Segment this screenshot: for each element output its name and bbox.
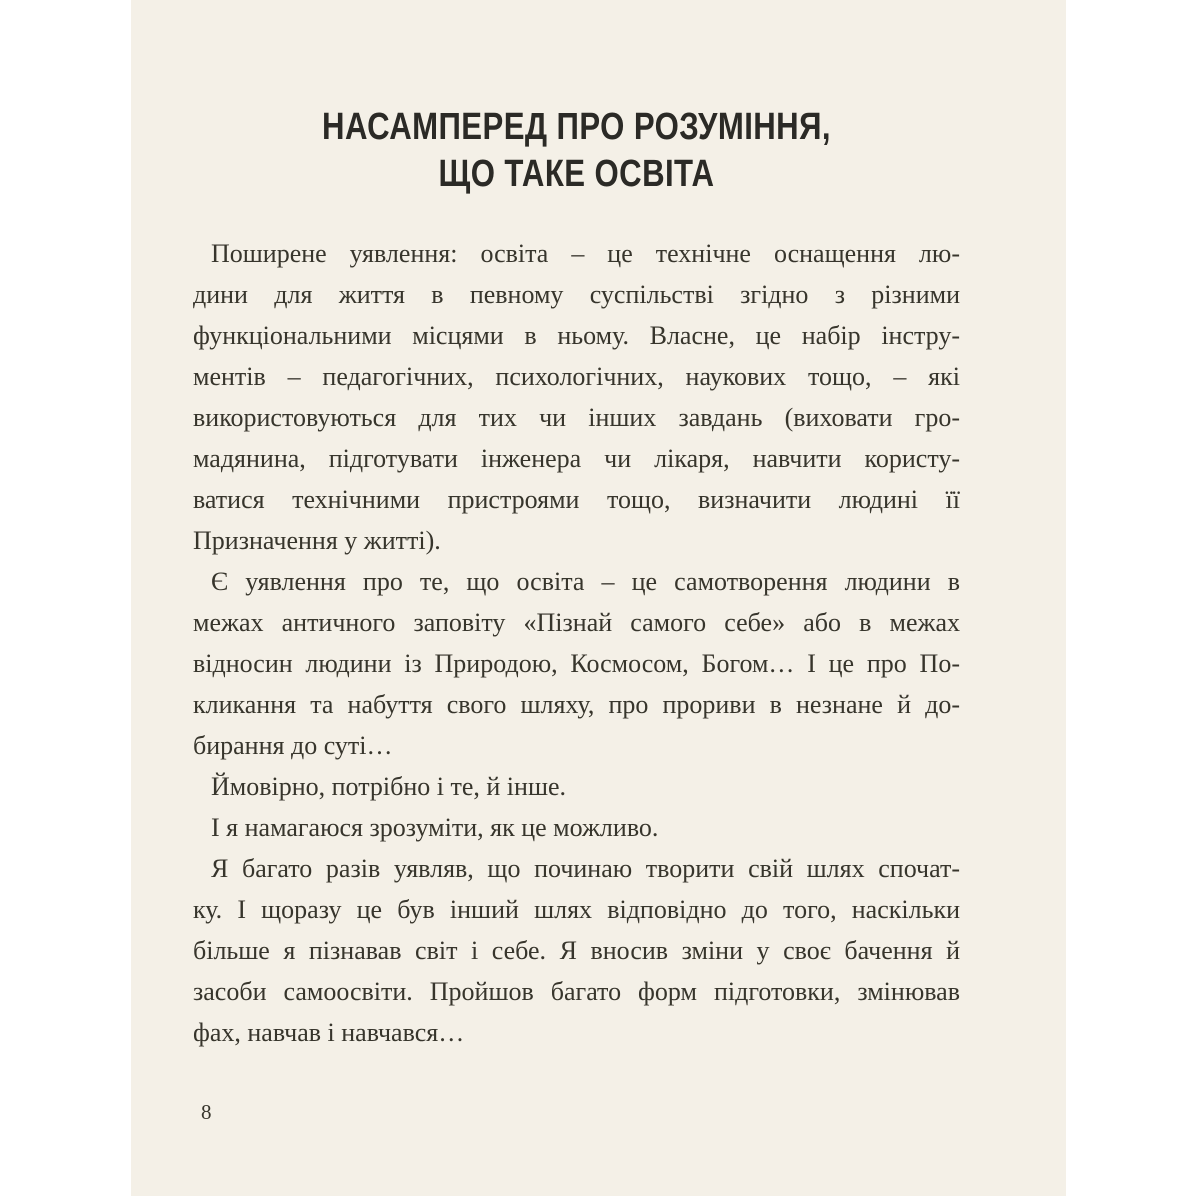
text-line: ментів – педагогічних, психологічних, наукових тощо, – які	[193, 362, 960, 391]
text-line: засоби самоосвіти. Пройшов багато форм підготовки, змінював	[193, 977, 960, 1006]
text-line: функціональними місцями в ньому. Власне, це набір інстру-	[193, 321, 960, 350]
text-line: бирання до суті…	[193, 731, 393, 760]
text-line: ку. І щоразу це був інший шлях відповідно до того, наскільки	[193, 895, 960, 924]
book-page	[131, 0, 1066, 1196]
chapter-title-line-2: ЩО ТАКЕ ОСВІТА	[438, 153, 715, 195]
text-line: Є уявлення про те, що освіта – це самотворення людини в	[211, 567, 960, 596]
text-line: Ймовірно, потрібно і те, й інше.	[211, 772, 566, 801]
text-line: відносин людини із Природою, Космосом, Богом… І це про По-	[193, 649, 960, 678]
text-line: дини для життя в певному суспільстві згідно з різними	[193, 280, 960, 309]
text-line: більше я пізнавав світ і себе. Я вносив зміни у своє бачення й	[193, 936, 960, 965]
text-line: Поширене уявлення: освіта – це технічне оснащення лю-	[211, 239, 960, 268]
page-number: 8	[201, 1100, 212, 1124]
text-line: Я багато разів уявляв, що починаю творити свій шлях спочат-	[211, 854, 960, 883]
text-line: І я намагаюся зрозуміти, як це можливо.	[211, 813, 659, 842]
text-line: кликання та набуття свого шляху, про прориви в незнане й до-	[193, 690, 960, 719]
body-text	[193, 233, 960, 1053]
text-line: Призначення у житті).	[193, 526, 441, 555]
chapter-title	[262, 104, 891, 198]
text-line: використовуються для тих чи інших завдань (виховати гро-	[193, 403, 960, 432]
text-line: фах, навчав і навчався…	[193, 1018, 465, 1047]
chapter-title-line-1: НАСАМПЕРЕД ПРО РОЗУМІННЯ,	[322, 106, 831, 148]
text-line: межах античного заповіту «Пізнай самого себе» або в межах	[193, 608, 960, 637]
text-line: ватися технічними пристроями тощо, визначити людині її	[193, 485, 960, 514]
text-line: мадянина, підготувати інженера чи лікаря, навчити користу-	[193, 444, 960, 473]
